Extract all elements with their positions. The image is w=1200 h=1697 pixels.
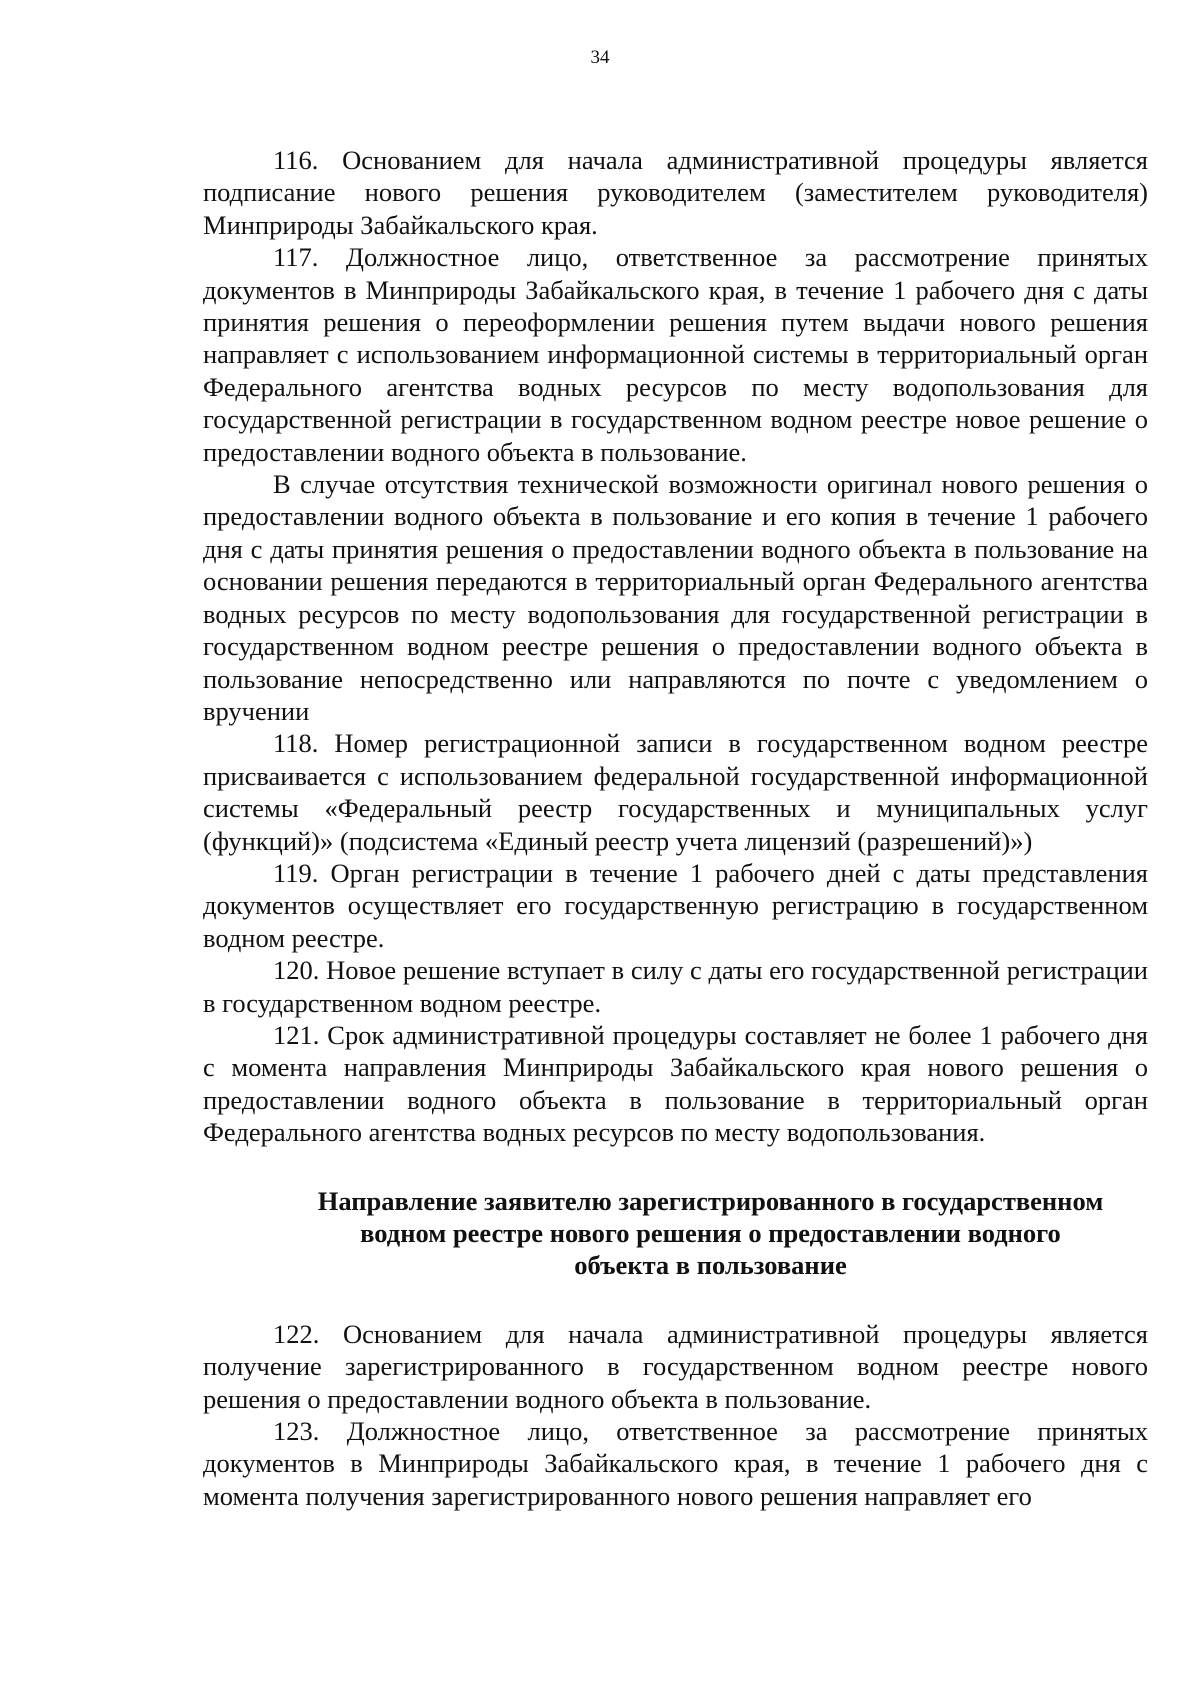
section-heading-line-3: объекта в пользование (574, 1250, 847, 1281)
paragraph-118: 118. Номер регистрационной записи в государственном водном реестре присваивается с использованием федеральной государственной информационной системы «Федеральный реестр государственных и муниципальных услуг (функций)» (подсистема «Единый реестр учета лицензий (разрешений)») (203, 728, 1148, 856)
section-heading-line-1: Направление заявителю зарегистрированного в государственном (317, 1185, 1104, 1216)
paragraph-121: 121. Срок административной процедуры составляет не более 1 рабочего дня с момента направления Минприроды Забайкальского края нового решения о предоставлении водного объекта в пользование в территориальный орган Федерального агентства водных ресурсов по месту водопользования. (203, 1019, 1148, 1148)
spacer (203, 1149, 1148, 1185)
document-body (203, 144, 1148, 1512)
page-number: 34 (590, 47, 610, 68)
paragraph-122: 122. Основанием для начала административной процедуры является получение зарегистрированного в государственном водном реестре нового решения о предоставлении водного объекта в пользование. (203, 1318, 1148, 1414)
section-heading (203, 1185, 1148, 1282)
paragraph-116: 116. Основанием для начала административной процедуры является подписание нового решения руководителем (заместителем руководителя) Минприроды Забайкальского края. (203, 145, 1148, 240)
section-heading-line-2: водном реестре нового решения о предоставлении водного (360, 1218, 1061, 1248)
paragraph-117-continuation: В случае отсутствия технической возможности оригинал нового решения о предоставлении водного объекта в пользование и его копия в течение 1 рабочего дня с даты принятия решения о предоставлении водного объекта в пользование на основании решения передаются в территориальный орган Федерального агентства водных ресурсов по месту водопользования для государственной регистрации в государственном водном реестре решения о предоставлении водного объекта в пользование непосредственно или направляются по почте с уведомлением о вручении (203, 469, 1148, 726)
paragraph-119: 119. Орган регистрации в течение 1 рабочего дней с даты представления документов осуществляет его государственную регистрацию в государственном водном реестре. (203, 857, 1148, 953)
paragraph-123: 123. Должностное лицо, ответственное за рассмотрение принятых документов в Минприроды Забайкальского края, в течение 1 рабочего дня с момента получения зарегистрированного нового решения направляет его (203, 1416, 1148, 1511)
paragraph-120: 120. Новое решение вступает в силу с даты его государственной регистрации в государственном водном реестре. (203, 955, 1148, 1018)
paragraph-117: 117. Должностное лицо, ответственное за рассмотрение принятых документов в Минприроды Забайкальского края, в течение 1 рабочего дня с даты принятия решения о переоформлении решения путем выдачи нового решения направляет с использованием информационной системы в территориальный орган Федерального агентства водных ресурсов по месту водопользования для государственной регистрации в государственном водном реестре новое решение о предоставлении водного объекта в пользование. (203, 242, 1148, 467)
spacer (203, 1282, 1148, 1318)
